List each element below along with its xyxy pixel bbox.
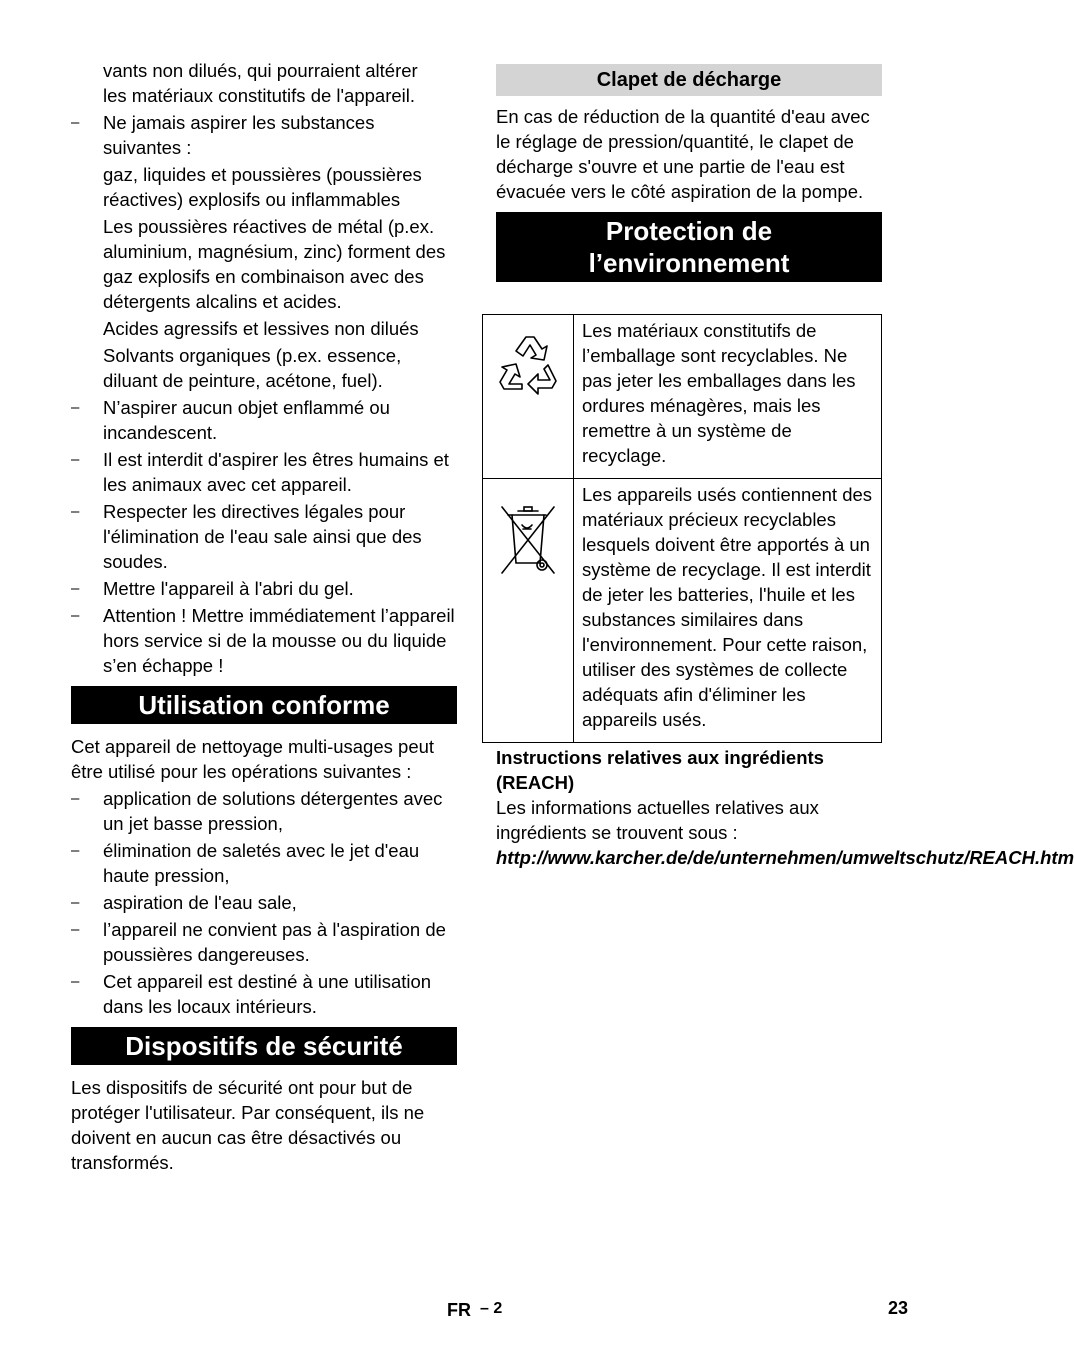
list-item-text: Ne jamais aspirer les substances suivantes : — [103, 112, 375, 158]
list-dash: – — [71, 114, 80, 131]
list-item-text: élimination de saletés avec le jet d'eau haute pression, — [103, 840, 420, 886]
list-item-text: Il est interdit d'aspirer les êtres humains et les animaux avec cet appareil. — [103, 449, 449, 495]
footer-lang-code: FR — [447, 1300, 471, 1320]
list-dash: – — [71, 894, 80, 911]
footer-language — [447, 1296, 502, 1323]
page-number: 23 — [888, 1298, 909, 1318]
list-item-text: aspiration de l'eau sale, — [103, 892, 297, 913]
reach-title: Instructions relatives aux ingrédients (REACH) — [496, 747, 824, 793]
list-item-text: Attention ! Mettre immédiatement l’appareil hors service si de la mousse ou du liquide s’en échappe ! — [103, 605, 455, 676]
list-item — [71, 786, 457, 836]
list-dash: – — [71, 842, 80, 859]
heading-protection-environnement: Protection de l’environnement — [496, 212, 882, 282]
heading-dispositifs-securite: Dispositifs de sécurité — [71, 1027, 457, 1065]
list-dash: – — [71, 607, 80, 624]
disposal-text: Les appareils usés contiennent des matériaux précieux recyclables lesquels doivent être apportés à un système de recyclage. Il est interdit de jeter les batteries, l'huile et les substances similaires dans l'environnement. Pour cette raison, utiliser des systèmes de collecte adéquats afin d'éliminer les appareils usés. — [574, 479, 882, 743]
usage-intro: Cet appareil de nettoyage multi-usages peut être utilisé pour les opérations suivantes : — [71, 736, 435, 782]
list-dash: – — [71, 790, 80, 807]
list-item-text: application de solutions détergentes avec un jet basse pression, — [103, 788, 443, 834]
valve-text: En cas de réduction de la quantité d'eau avec le réglage de pression/quantité, le clapet de décharge s'ouvre et une partie de l'eau est évacuée vers le côté aspiration de la pompe. — [496, 106, 870, 202]
list-item — [71, 576, 457, 601]
intro-line: vants non dilués, qui pourraient altérer — [103, 60, 418, 81]
heading-clapet-decharge: Clapet de décharge — [496, 64, 882, 96]
environment-table — [482, 314, 882, 743]
sub-item: gaz, liquides et poussières (poussières réactives) explosifs ou inflammables — [103, 164, 422, 210]
list-dash: – — [71, 921, 80, 938]
recycle-icon — [490, 329, 566, 405]
intro-line: les matériaux constitutifs de l'appareil. — [103, 85, 416, 106]
list-item-text: N’aspirer aucun objet enflammé ou incandescent. — [103, 397, 390, 443]
reach-text: Les informations actuelles relatives aux ingrédients se trouvent sous : — [496, 797, 819, 843]
table-row — [483, 479, 882, 743]
list-item-text: Mettre l'appareil à l'abri du gel. — [103, 578, 354, 599]
list-item-text: l’appareil ne convient pas à l'aspiration de poussières dangereuses. — [103, 919, 446, 965]
list-item-text: Respecter les directives légales pour l'élimination de l'eau sale ainsi que des soudes. — [103, 501, 422, 572]
safety-text: Les dispositifs de sécurité ont pour but de protéger l'utilisateur. Par conséquent, ils ne doivent en aucun cas être désactivés ou transformés. — [71, 1077, 425, 1173]
list-item — [71, 917, 457, 967]
crossed-bin-icon — [496, 501, 560, 577]
list-item — [71, 890, 457, 915]
list-item — [71, 395, 457, 445]
list-dash: – — [71, 973, 80, 990]
list-item — [71, 838, 457, 888]
list-item — [71, 603, 457, 678]
list-dash: – — [71, 580, 80, 597]
list-item — [71, 969, 457, 1019]
list-item — [71, 110, 457, 160]
list-item-text: Cet appareil est destiné à une utilisation dans les locaux intérieurs. — [103, 971, 432, 1017]
table-row — [483, 315, 882, 479]
sub-item: Solvants organiques (p.ex. essence, diluant de peinture, acétone, fuel). — [103, 345, 402, 391]
sub-item: Les poussières réactives de métal (p.ex. aluminium, magnésium, zinc) forment des gaz explosifs en combinaison avec des détergents alcalins et acides. — [103, 216, 446, 312]
recycle-text: Les matériaux constitutifs de l’emballage sont recyclables. Ne pas jeter les emballages dans les ordures ménagères, mais les remettre à un système de recyclage. — [574, 315, 882, 479]
sub-item: Acides agressifs et lessives non dilués — [103, 318, 419, 339]
list-dash: – — [71, 503, 80, 520]
list-item — [71, 447, 457, 497]
list-item — [71, 499, 457, 574]
list-dash: – — [71, 451, 80, 468]
heading-utilisation-conforme: Utilisation conforme — [71, 686, 457, 724]
right-column — [496, 64, 1074, 870]
reach-link[interactable]: http://www.karcher.de/de/unternehmen/umweltschutz/REACH.htm — [496, 847, 1074, 868]
list-dash: – — [71, 399, 80, 416]
footer-section: – 2 — [480, 1300, 503, 1317]
left-column — [71, 58, 457, 1175]
